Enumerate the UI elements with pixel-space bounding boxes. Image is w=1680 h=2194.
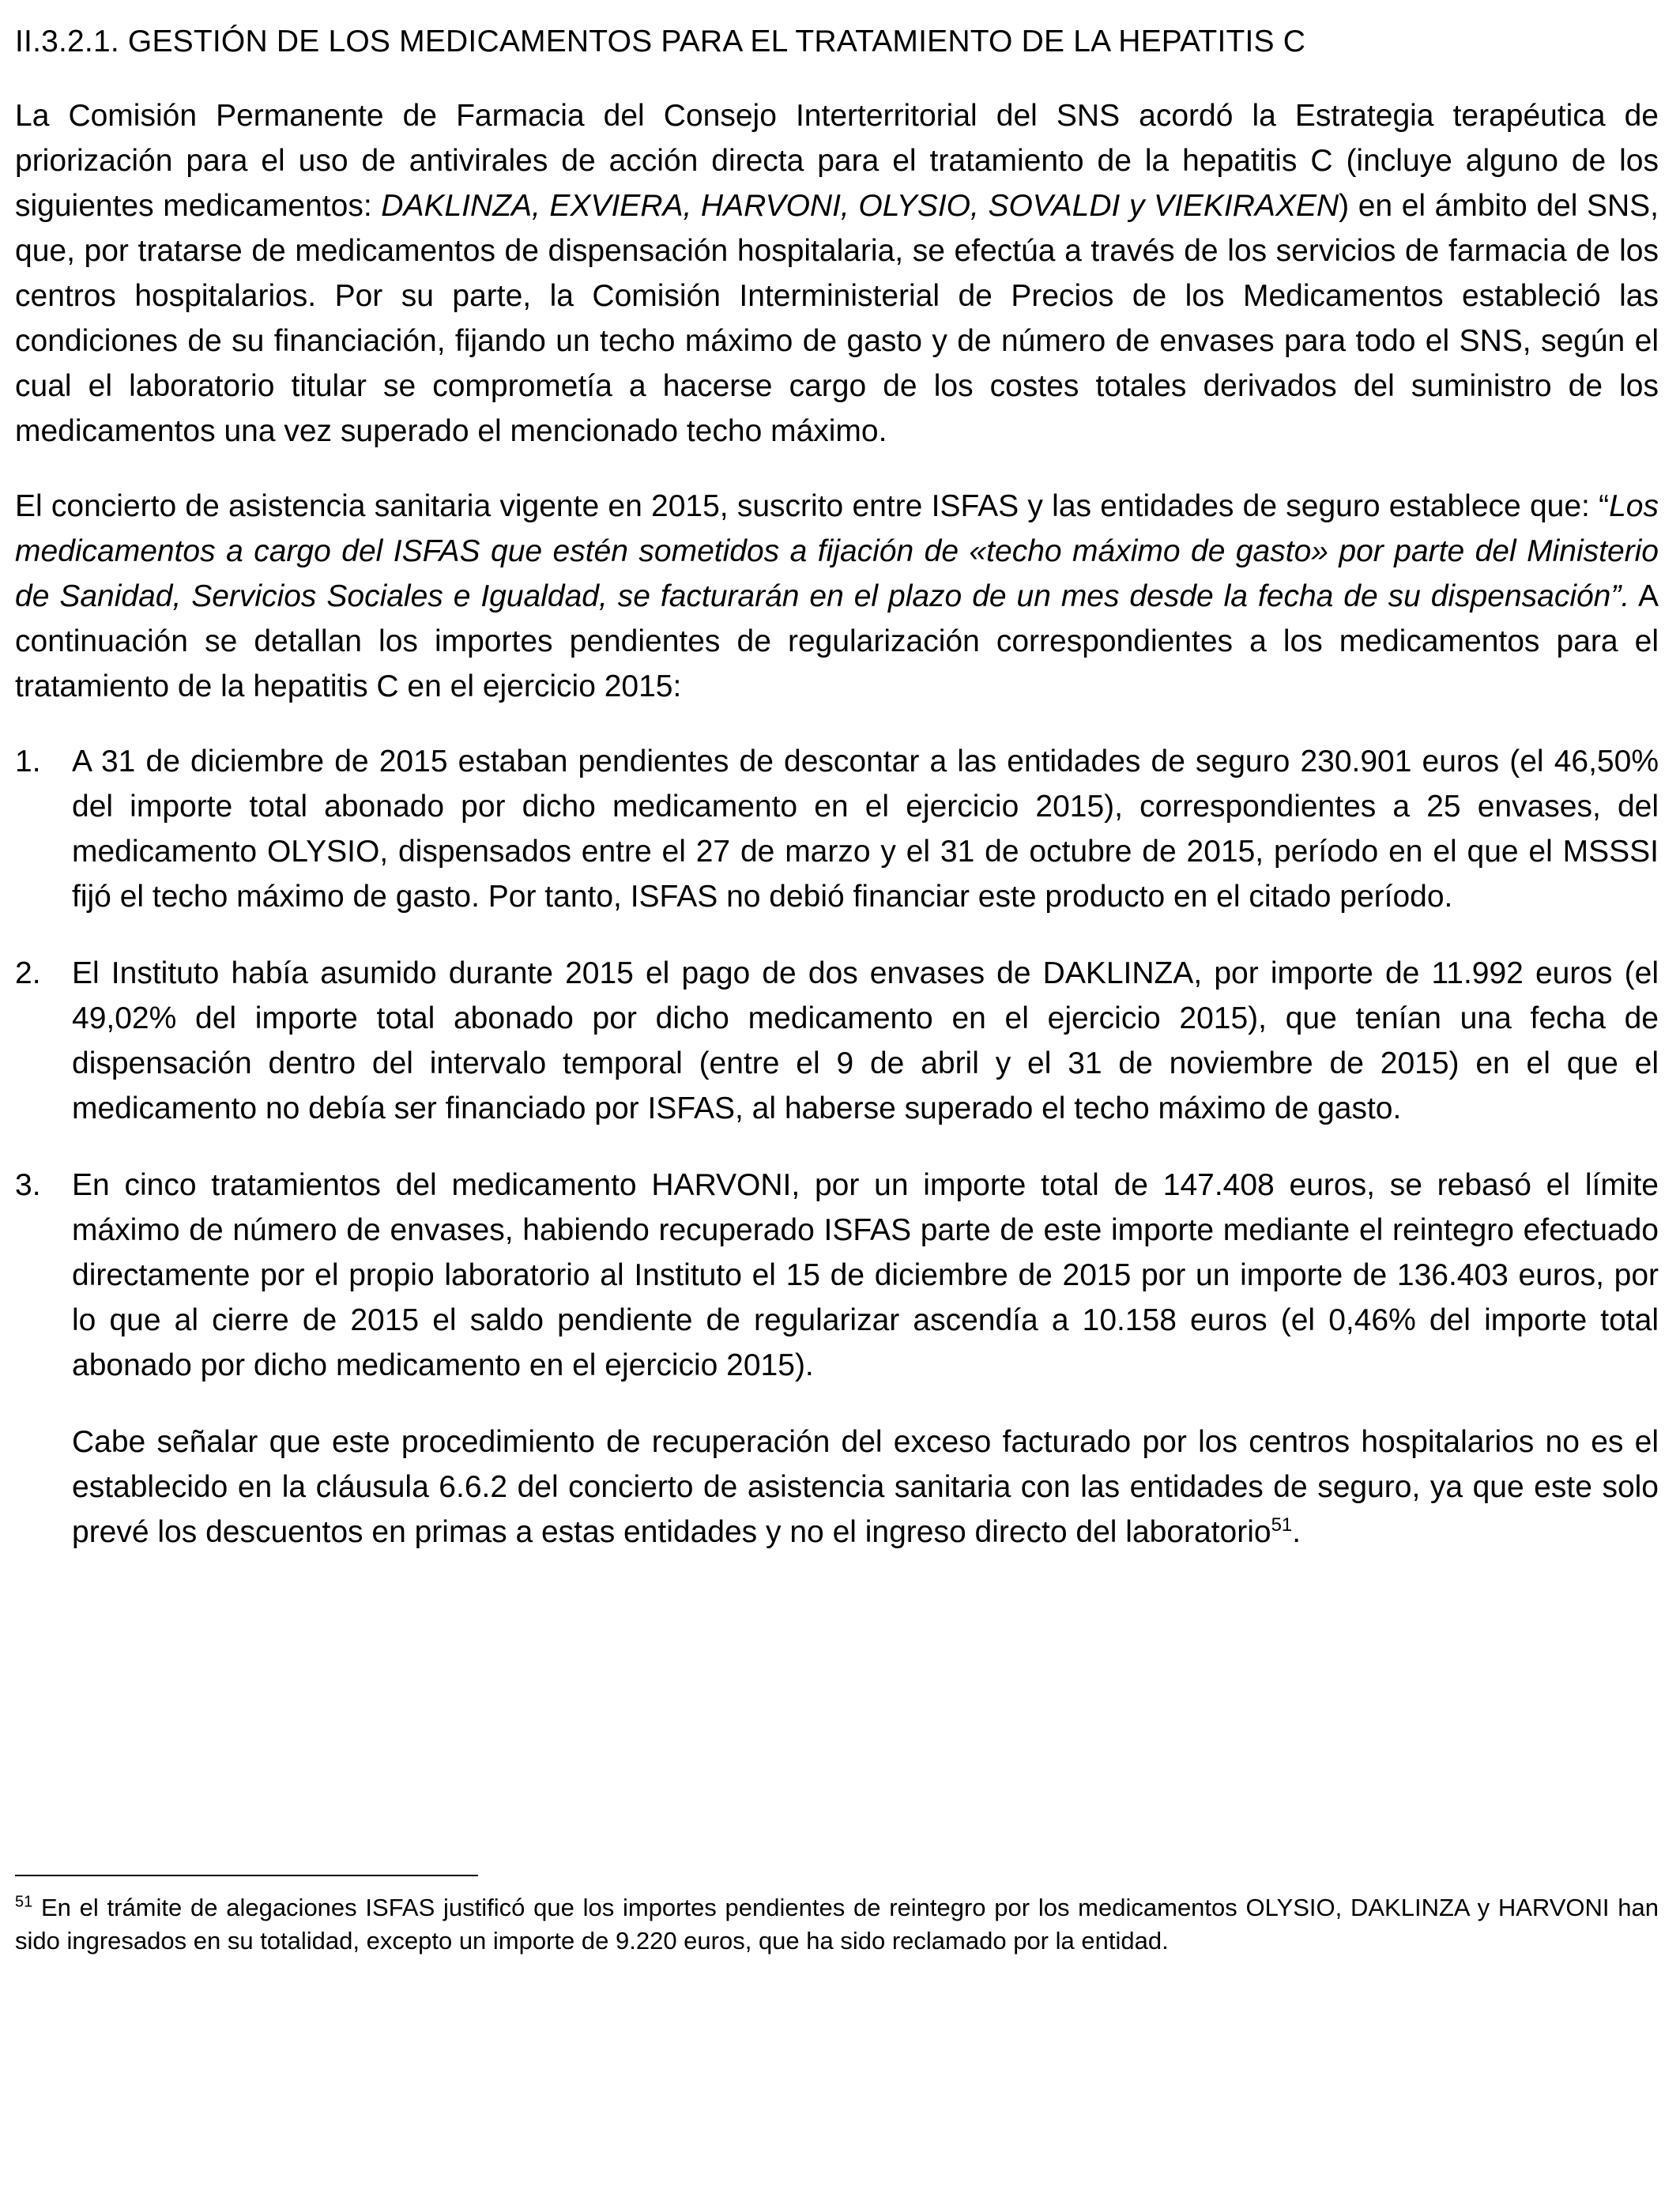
paragraph-text: Cabe señalar que este procedimiento de recuperación del exceso facturado por los centros hospitalarios no es el establecido en la cláusula 6.6.2 del concierto de asistencia sanitaria con las entidades de seguro, ya que este solo prevé los descuentos en primas a estas entidades y no el ingreso directo del laboratorio bbox=[72, 1425, 1659, 1549]
list-item-olysio bbox=[15, 739, 1659, 919]
concierto-quote-italic: Los medicamentos a cargo del ISFAS que estén sometidos a fijación de «techo máximo de gasto» por parte del Ministerio de Sanidad, Servicios Sociales e Igualdad, se facturarán en el plazo de un mes desde la fecha de su dispensación”. bbox=[15, 489, 1659, 613]
paragraph-estrategia-terapeutica bbox=[15, 93, 1659, 454]
list-item-text: En cinco tratamientos del medicamento HARVONI, por un importe total de 147.408 euros, se rebasó el límite máximo de número de envases, habiendo recuperado ISFAS parte de este importe mediante el reintegro efectuado directamente por el propio laboratorio al Instituto el 15 de diciembre de 2015 por un importe de 136.403 euros, por lo que al cierre de 2015 el saldo pendiente de regularizar ascendía a 10.158 euros (el 0,46% del importe total abonado por dicho medicamento en el ejercicio 2015). bbox=[72, 1168, 1659, 1382]
footnote-reference[interactable]: 51 bbox=[1271, 1514, 1293, 1536]
list-item-number: 1. bbox=[15, 745, 41, 778]
paragraph-text: La Comisión Permanente de Farmacia del Consejo Interterritorial del SNS acordó la Estrategia terapéutica de priorización para el uso de antivirales de acción directa para el tratamiento de la hepatitis C (incluye alguno de los siguientes medicamentos: bbox=[15, 99, 1659, 223]
drug-list-italic: DAKLINZA, EXVIERA, HARVONI, OLYSIO, SOVALDI y VIEKIRAXEN bbox=[381, 189, 1339, 223]
list-item-number: 3. bbox=[15, 1168, 41, 1202]
list-item-text: El Instituto había asumido durante 2015 el pago de dos envases de DAKLINZA, por importe de 11.992 euros (el 49,02% del importe total abonado por dicho medicamento en el ejercicio 2015), que tenían una fecha de dispensación dentro del intervalo temporal (entre el 9 de abril y el 31 de noviembre de 2015) en el que el medicamento no debía ser financiado por ISFAS, al haberse superado el techo máximo de gasto. bbox=[72, 956, 1659, 1125]
list-item-daklinza bbox=[15, 951, 1659, 1131]
paragraph-cabe-senalar bbox=[72, 1419, 1659, 1555]
list-item-number: 2. bbox=[15, 956, 41, 990]
paragraph-concierto bbox=[15, 484, 1659, 709]
paragraph-end: . bbox=[1292, 1515, 1301, 1549]
list-item-harvoni bbox=[15, 1163, 1659, 1388]
paragraph-text: ) en el ámbito del SNS, que, por tratarse de medicamentos de dispensación hospitalaria, se efectúa a través de los servicios de farmacia de los centros hospitalarios. Por su parte, la Comisión Interministerial de Precios de los Medicamentos estableció las condiciones de su financiación, fijando un techo máximo de gasto y de número de envases para todo el SNS, según el cual el laboratorio titular se comprometía a hacerse cargo de los costes totales derivados del suministro de los medicamentos una vez superado el mencionado techo máximo. bbox=[15, 189, 1659, 448]
footnote-marker: 51 bbox=[15, 1893, 33, 1911]
footnote-text: En el trámite de alegaciones ISFAS justificó que los importes pendientes de reintegro por los medicamentos OLYSIO, DAKLINZA y HARVONI han sido ingresados en su totalidad, excepto un importe de 9.220 euros, que ha sido reclamado por la entidad. bbox=[15, 1894, 1659, 1955]
paragraph-text: El concierto de asistencia sanitaria vigente en 2015, suscrito entre ISFAS y las entidades de seguro establece que: “ bbox=[15, 489, 1610, 523]
document-body bbox=[15, 22, 1659, 1555]
footnote-51 bbox=[15, 1891, 1659, 1958]
section-heading: II.3.2.1. GESTIÓN DE LOS MEDICAMENTOS PARA EL TRATAMIENTO DE LA HEPATITIS C bbox=[15, 25, 1306, 58]
list-item-text: A 31 de diciembre de 2015 estaban pendientes de descontar a las entidades de seguro 230.901 euros (el 46,50% del importe total abonado por dicho medicamento en el ejercicio 2015), correspondientes a 25 envases, del medicamento OLYSIO, dispensados entre el 27 de marzo y el 31 de octubre de 2015, período en el que el MSSSI fijó el techo máximo de gasto. Por tanto, ISFAS no debió financiar este producto en el citado período. bbox=[72, 745, 1659, 914]
numbered-list bbox=[15, 739, 1659, 1388]
paragraph-text: A continuación se detallan los importes pendientes de regularización correspondientes a los medicamentos para el tratamiento de la hepatitis C en el ejercicio 2015: bbox=[15, 579, 1659, 703]
footnote-divider bbox=[15, 1875, 478, 1876]
